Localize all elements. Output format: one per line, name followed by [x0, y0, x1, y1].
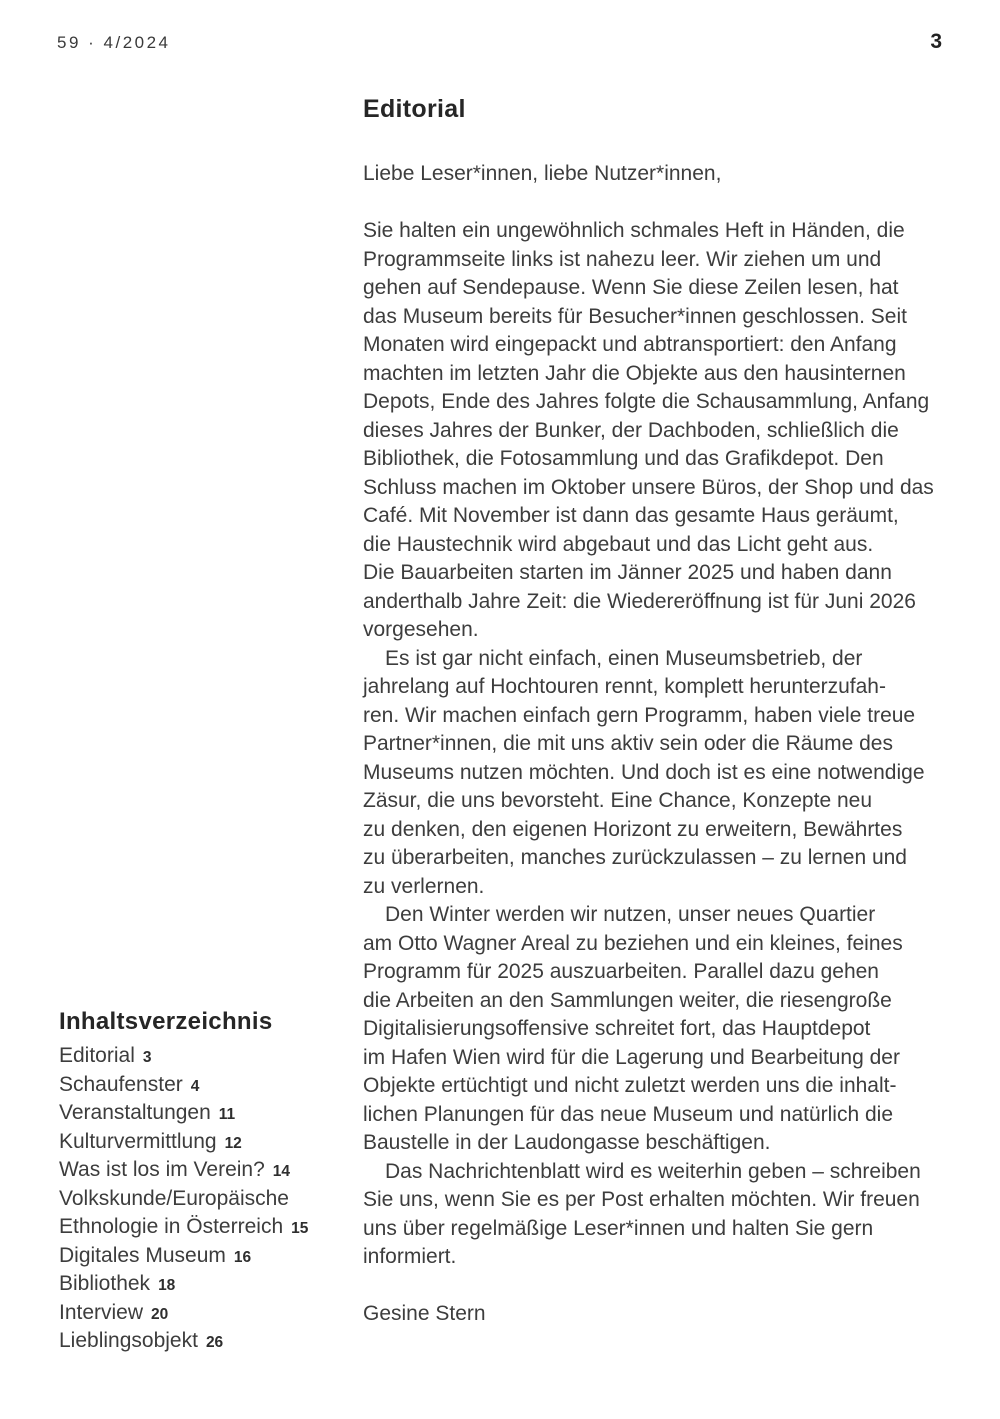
toc-entries — [59, 1042, 349, 1356]
toc-entry-page-number: 4 — [190, 1077, 200, 1095]
toc-entry-label: Veranstaltungen — [59, 1101, 211, 1124]
toc-entry-page-number: 14 — [272, 1163, 291, 1180]
signature: Gesine Stern — [363, 1302, 486, 1325]
text-line: Das Nachrichtenblatt wird es weiterhin geben – schreiben — [385, 1159, 921, 1183]
text-line: Café. Mit November ist dann das gesamte Haus geräumt, — [363, 504, 899, 527]
text-line: Sie halten ein ungewöhnlich schmales Heft in Händen, die — [363, 219, 905, 242]
text-line: Bibliothek, die Fotosammlung und das Grafikdepot. Den — [363, 447, 884, 470]
text-line: gehen auf Sendepause. Wenn Sie diese Zeilen lesen, hat — [363, 276, 899, 299]
text-line: machten im letzten Jahr die Objekte aus den hausinternen — [363, 361, 906, 385]
toc-entry — [59, 1099, 349, 1128]
text-line: die Arbeiten an den Sammlungen weiter, die riesengroße — [363, 988, 892, 1012]
toc-entry — [59, 1270, 349, 1299]
text-line: lichen Planungen für das neue Museum und natürlich die — [363, 1102, 894, 1126]
text-line: jahrelang auf Hochtouren rennt, komplett herunterzufah- — [363, 675, 886, 698]
toc-entry-label: Bibliothek — [59, 1272, 151, 1295]
text-line: Museums nutzen möchten. Und doch ist es eine notwendige — [363, 760, 925, 784]
toc-entry — [59, 1242, 349, 1271]
text-line: das Museum bereits für Besucher*innen geschlossen. Seit — [363, 304, 907, 328]
text-line: uns über regelmäßige Leser*innen und halten Sie gern — [363, 1216, 874, 1240]
text-line: zu überarbeiten, manches zurückzulassen – zu lernen und — [363, 846, 907, 869]
text-line: Den Winter werden wir nutzen, unser neues Quartier — [385, 903, 876, 926]
text-line: Monaten wird eingepackt und abtransportiert: den Anfang — [363, 333, 897, 356]
text-line: Schluss machen im Oktober unsere Büros, der Shop und das — [363, 475, 934, 499]
toc-entry-label: Schaufenster — [59, 1072, 183, 1096]
toc-entry-page-number: 16 — [233, 1248, 252, 1266]
toc-entry — [59, 1185, 349, 1214]
table-of-contents — [59, 1006, 349, 1356]
text-line: informiert. — [363, 1245, 457, 1268]
text-line: zu denken, den eigenen Horizont zu erweitern, Bewährtes — [363, 817, 903, 841]
toc-entry — [59, 1327, 349, 1356]
header-page-number: 3 — [930, 30, 942, 53]
toc-entry — [59, 1071, 349, 1100]
text-line: zu verlernen. — [363, 874, 485, 898]
toc-entry-page-number: 15 — [291, 1220, 309, 1237]
text-line: ren. Wir machen einfach gern Programm, haben viele treue — [363, 703, 916, 727]
blank-line — [363, 1272, 983, 1301]
blank-line — [363, 189, 983, 218]
text-line: Die Bauarbeiten starten im Jänner 2025 und haben dann — [363, 561, 892, 584]
text-line: im Hafen Wien wird für die Lagerung und Bearbeitung der — [363, 1045, 900, 1069]
toc-entry — [59, 1299, 349, 1328]
toc-entry-page-number: 12 — [224, 1134, 242, 1152]
toc-entry — [59, 1213, 349, 1242]
text-line: die Haustechnik wird abgebaut und das Licht geht aus. — [363, 532, 874, 556]
toc-entry-page-number: 11 — [218, 1106, 236, 1123]
toc-entry-label: Was ist los im Verein? — [59, 1158, 265, 1181]
text-line: Zäsur, die uns bevorsteht. Eine Chance, Konzepte neu — [363, 789, 872, 812]
toc-entry-page-number: 26 — [205, 1334, 224, 1351]
text-line: dieses Jahres der Bunker, der Dachboden, schließlich die — [363, 418, 899, 442]
text-line: Depots, Ende des Jahres folgte die Schausammlung, Anfang — [363, 390, 930, 413]
text-line: Partner*innen, die mit uns aktiv sein oder die Räume des — [363, 732, 893, 755]
text-line: Objekte ertüchtigt und nicht zuletzt werden uns die inhalt- — [363, 1074, 897, 1097]
toc-entry-label: Kulturvermittlung — [59, 1129, 217, 1153]
text-line: anderthalb Jahre Zeit: die Wiedereröffnung ist für Juni 2026 — [363, 589, 916, 613]
text-line: Sie uns, wenn Sie es per Post erhalten möchten. Wir freuen — [363, 1188, 920, 1211]
text-line: vorgesehen. — [363, 618, 479, 641]
toc-entry — [59, 1156, 349, 1185]
text-line: Programm für 2025 auszuarbeiten. Parallel dazu gehen — [363, 960, 879, 983]
text-line: Digitalisierungsoffensive schreitet fort, das Hauptdepot — [363, 1017, 871, 1040]
text-line: Programmseite links ist nahezu leer. Wir ziehen um und — [363, 247, 882, 271]
toc-entry-label: Editorial — [59, 1044, 135, 1067]
toc-title: Inhaltsverzeichnis — [59, 1008, 273, 1035]
toc-entry-label: Digitales Museum — [59, 1243, 226, 1267]
text-line: Baustelle in der Laudongasse beschäftigen. — [363, 1131, 771, 1154]
toc-entry-label: Volkskunde/Europäische — [59, 1186, 289, 1210]
toc-entry — [59, 1128, 349, 1157]
text-line: Es ist gar nicht einfach, einen Museumsbetrieb, der — [385, 646, 863, 670]
header-issue-number: 59 · 4/2024 — [57, 33, 171, 52]
toc-entry-page-number: 3 — [142, 1049, 152, 1066]
text-line: am Otto Wagner Areal zu beziehen und ein kleines, feines — [363, 931, 903, 955]
page-title: Editorial — [363, 95, 466, 123]
toc-entry-page-number: 18 — [158, 1277, 176, 1294]
toc-entry-page-number: 20 — [151, 1305, 169, 1323]
text-line: Liebe Leser*innen, liebe Nutzer*innen, — [363, 162, 722, 185]
toc-entry-label: Ethnologie in Österreich — [59, 1215, 284, 1238]
toc-entry-label: Interview — [59, 1300, 144, 1324]
toc-entry — [59, 1042, 349, 1071]
editorial-body — [363, 160, 983, 1329]
toc-entry-label: Lieblingsobjekt — [59, 1329, 198, 1352]
